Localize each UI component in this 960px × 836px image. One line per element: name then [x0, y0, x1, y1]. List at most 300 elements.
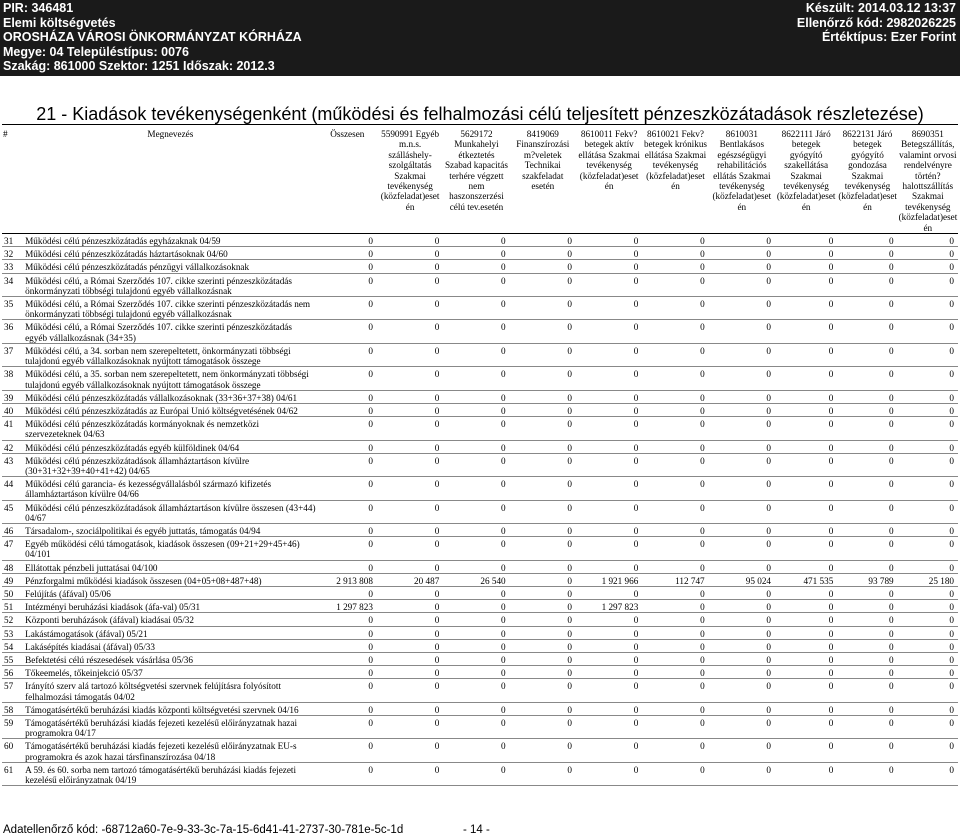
cell-value: 0 — [775, 586, 837, 599]
cell-value: 0 — [898, 523, 958, 536]
cell-value: 0 — [576, 639, 642, 652]
cell-value: 0 — [837, 417, 897, 440]
cell-value: 0 — [709, 537, 775, 560]
table-row — [2, 500, 958, 523]
cell-value: 0 — [642, 715, 708, 738]
row-number: 39 — [2, 390, 23, 403]
cell-value: 0 — [898, 417, 958, 440]
cell-value: 0 — [510, 320, 576, 343]
cell-value: 0 — [318, 666, 377, 679]
table-row — [2, 440, 958, 453]
header-left — [3, 1, 302, 74]
row-label: Lakásépítés kiadásai (áfával) 05/33 — [23, 639, 318, 652]
cell-value: 0 — [642, 417, 708, 440]
cell-value: 0 — [709, 234, 775, 247]
table-row — [2, 234, 958, 247]
row-number: 41 — [2, 417, 23, 440]
cell-value: 0 — [377, 273, 443, 296]
cell-value: 0 — [837, 702, 897, 715]
row-number: 58 — [2, 702, 23, 715]
cell-value: 0 — [377, 666, 443, 679]
cell-value: 0 — [709, 613, 775, 626]
col-header-activity: 8419069 Finanszírozási m?veletek Technikai szakfeladat esetén — [510, 126, 576, 234]
cell-value: 0 — [837, 500, 897, 523]
table-row — [2, 613, 958, 626]
cell-value: 0 — [318, 390, 377, 403]
cell-value: 0 — [377, 679, 443, 702]
col-header-activity: 8622111 Járó betegek gyógyító szakellátása Szakmai tevékenység (közfeladat)eset én — [775, 126, 837, 234]
cell-value: 0 — [709, 715, 775, 738]
cell-value: 0 — [898, 613, 958, 626]
cell-value: 0 — [642, 600, 708, 613]
cell-value: 0 — [898, 739, 958, 762]
cell-value: 0 — [642, 586, 708, 599]
cell-value: 0 — [642, 403, 708, 416]
cell-value: 0 — [898, 652, 958, 665]
cell-value: 0 — [576, 739, 642, 762]
row-number: 54 — [2, 639, 23, 652]
table-row — [2, 403, 958, 416]
cell-value: 0 — [377, 523, 443, 536]
table-row — [2, 273, 958, 296]
cell-value: 0 — [837, 679, 897, 702]
cell-value: 0 — [576, 560, 642, 573]
cell-value: 0 — [318, 762, 377, 785]
cell-value: 0 — [642, 500, 708, 523]
table-row — [2, 523, 958, 536]
table-row — [2, 453, 958, 476]
cell-value: 0 — [642, 477, 708, 500]
row-label: Működési célú pénzeszközátadás egyéb külföldinek 04/64 — [23, 440, 318, 453]
row-number: 33 — [2, 260, 23, 273]
col-header-activity: 8622131 Járó betegek gyógyító gondozása Szakmai tevékenység (közfeladat)eset én — [837, 126, 897, 234]
cell-value: 0 — [443, 613, 509, 626]
cell-value: 0 — [377, 320, 443, 343]
cell-value: 0 — [576, 702, 642, 715]
cell-value: 0 — [898, 297, 958, 320]
cell-value: 0 — [443, 702, 509, 715]
cell-value: 0 — [775, 453, 837, 476]
table-row — [2, 586, 958, 599]
row-number: 59 — [2, 715, 23, 738]
cell-value: 0 — [510, 626, 576, 639]
cell-value: 0 — [709, 739, 775, 762]
cell-value: 0 — [443, 390, 509, 403]
table-row — [2, 260, 958, 273]
table-row — [2, 715, 958, 738]
row-label: Működési célú, a Római Szerződés 107. cikke szerinti pénzeszközátadás egyéb vállalkozásnak (34+35) — [23, 320, 318, 343]
row-number: 37 — [2, 343, 23, 366]
cell-value: 0 — [709, 367, 775, 390]
cell-value: 0 — [898, 500, 958, 523]
cell-value: 0 — [837, 343, 897, 366]
cell-value: 0 — [443, 343, 509, 366]
table-row — [2, 247, 958, 260]
cell-value: 0 — [709, 666, 775, 679]
row-number: 45 — [2, 500, 23, 523]
col-header-activity: 8610031 Bentlakásos egészségügyi rehabilitációs ellátás Szakmai tevékenység (közfeladat)eset én — [709, 126, 775, 234]
cell-value: 0 — [837, 739, 897, 762]
cell-value: 0 — [318, 440, 377, 453]
cell-value: 0 — [642, 537, 708, 560]
cell-value: 0 — [318, 343, 377, 366]
cell-value: 0 — [510, 367, 576, 390]
row-label: Működési célú pénzeszközátadás pénzügyi vállalkozásoknak — [23, 260, 318, 273]
cell-value: 0 — [709, 586, 775, 599]
cell-value: 0 — [318, 560, 377, 573]
row-label: Központi beruházások (áfával) kiadásai 05/32 — [23, 613, 318, 626]
cell-value: 0 — [443, 715, 509, 738]
cell-value: 0 — [898, 679, 958, 702]
cell-value: 0 — [837, 390, 897, 403]
cell-value: 0 — [642, 297, 708, 320]
row-label: Ellátottak pénzbeli juttatásai 04/100 — [23, 560, 318, 573]
cell-value: 0 — [318, 652, 377, 665]
cell-value: 0 — [377, 417, 443, 440]
table-row — [2, 417, 958, 440]
cell-value: 0 — [898, 273, 958, 296]
cell-value: 0 — [898, 403, 958, 416]
row-number: 61 — [2, 762, 23, 785]
cell-value: 0 — [318, 639, 377, 652]
table-row — [2, 702, 958, 715]
cell-value: 0 — [709, 260, 775, 273]
cell-value: 0 — [775, 234, 837, 247]
cell-value: 0 — [443, 600, 509, 613]
cell-value: 0 — [510, 477, 576, 500]
row-label: Felújítás (áfával) 05/06 — [23, 586, 318, 599]
cell-value: 0 — [443, 652, 509, 665]
cell-value: 0 — [898, 560, 958, 573]
cell-value: 0 — [318, 523, 377, 536]
cell-value: 0 — [642, 679, 708, 702]
cell-value: 0 — [377, 537, 443, 560]
cell-value: 0 — [898, 626, 958, 639]
col-header-activity: Összesen — [318, 126, 377, 234]
cell-value: 0 — [837, 234, 897, 247]
cell-value: 0 — [837, 297, 897, 320]
cell-value: 0 — [318, 403, 377, 416]
cell-value: 0 — [837, 440, 897, 453]
col-header-activity: 5629172 Munkahelyi étkeztetés Szabad kapacitás terhére végzett nem haszonszerzési célú tev.esetén — [443, 126, 509, 234]
cell-value: 0 — [709, 639, 775, 652]
cell-value: 0 — [576, 715, 642, 738]
cell-value: 0 — [642, 273, 708, 296]
cell-value: 0 — [510, 613, 576, 626]
cell-value: 0 — [377, 453, 443, 476]
row-number: 51 — [2, 600, 23, 613]
cell-value: 0 — [318, 247, 377, 260]
cell-value: 0 — [642, 390, 708, 403]
header-sector: Szakág: 861000 Szektor: 1251 Időszak: 2012.3 — [3, 59, 275, 74]
cell-value: 0 — [642, 453, 708, 476]
cell-value: 0 — [576, 297, 642, 320]
row-number: 56 — [2, 666, 23, 679]
cell-value: 25 180 — [898, 573, 958, 586]
header-institution: OROSHÁZA VÁROSI ÖNKORMÁNYZAT KÓRHÁZA — [3, 30, 302, 45]
row-label: Működési célú pénzeszközátadás kormányoknak és nemzetközi szervezeteknek 04/63 — [23, 417, 318, 440]
cell-value: 0 — [642, 320, 708, 343]
page-number: - 14 - — [463, 824, 490, 836]
expenditure-table — [2, 126, 958, 786]
cell-value: 0 — [642, 247, 708, 260]
cell-value: 0 — [709, 762, 775, 785]
cell-value: 0 — [443, 537, 509, 560]
table-row — [2, 762, 958, 785]
cell-value: 0 — [837, 715, 897, 738]
row-label: Működési célú garancia- és kezességvállalásból származó kifizetés államháztartáson kívülre 04/66 — [23, 477, 318, 500]
cell-value: 0 — [642, 560, 708, 573]
cell-value: 0 — [709, 560, 775, 573]
cell-value: 0 — [775, 715, 837, 738]
row-label: A 59. és 60. sorba nem tartozó támogatásértékű beruházási kiadás fejezeti kezelésű előirányzatnak 04/19 — [23, 762, 318, 785]
cell-value: 0 — [576, 417, 642, 440]
cell-value: 0 — [898, 762, 958, 785]
row-label: Támogatásértékű beruházási kiadás központi költségvetési szervnek 04/16 — [23, 702, 318, 715]
cell-value: 0 — [377, 702, 443, 715]
row-label: Irányító szerv alá tartozó költségvetési szervnek felújításra folyósított felhalmozási támogatás 04/02 — [23, 679, 318, 702]
cell-value: 0 — [377, 586, 443, 599]
cell-value: 0 — [443, 453, 509, 476]
cell-value: 2 913 808 — [318, 573, 377, 586]
header-doc-type: Elemi költségvetés — [3, 15, 116, 30]
cell-value: 0 — [898, 702, 958, 715]
cell-value: 0 — [775, 626, 837, 639]
cell-value: 0 — [318, 537, 377, 560]
row-label: Tőkeemelés, tőkeinjekció 05/37 — [23, 666, 318, 679]
table-row — [2, 652, 958, 665]
cell-value: 0 — [898, 343, 958, 366]
cell-value: 0 — [318, 613, 377, 626]
cell-value: 0 — [318, 234, 377, 247]
cell-value: 0 — [709, 417, 775, 440]
cell-value: 0 — [775, 273, 837, 296]
table-row — [2, 343, 958, 366]
row-label: Működési célú pénzeszközátadás az Európai Unió költségvetésének 04/62 — [23, 403, 318, 416]
cell-value: 0 — [510, 234, 576, 247]
cell-value: 0 — [837, 453, 897, 476]
row-label: Működési célú, a Római Szerződés 107. cikke szerinti pénzeszközátadás önkormányzati többségi tulajdonú egyéb vállalkozásnak — [23, 273, 318, 296]
cell-value: 0 — [377, 739, 443, 762]
cell-value: 0 — [443, 440, 509, 453]
page-title: 21 - Kiadások tevékenységenként (működési és felhalmozási célú teljesített pénzeszközátadások részletezése) — [36, 104, 924, 124]
cell-value: 0 — [576, 260, 642, 273]
cell-value: 471 535 — [775, 573, 837, 586]
row-label: Intézményi beruházási kiadások (áfa-val) 05/31 — [23, 600, 318, 613]
cell-value: 0 — [510, 762, 576, 785]
cell-value: 0 — [576, 652, 642, 665]
row-label: Működési célú, a 34. sorban nem szerepeltetett, önkormányzati többségi tulajdonú egyéb vállalkozásoknak nyújtott támogatások összege — [23, 343, 318, 366]
cell-value: 0 — [837, 586, 897, 599]
cell-value: 0 — [709, 679, 775, 702]
cell-value: 0 — [576, 247, 642, 260]
cell-value: 0 — [510, 453, 576, 476]
cell-value: 0 — [443, 273, 509, 296]
cell-value: 0 — [576, 537, 642, 560]
cell-value: 0 — [709, 500, 775, 523]
table-row — [2, 679, 958, 702]
cell-value: 0 — [642, 234, 708, 247]
cell-value: 0 — [775, 739, 837, 762]
page-footer — [3, 824, 490, 836]
cell-value: 0 — [898, 586, 958, 599]
row-number: 52 — [2, 613, 23, 626]
cell-value: 0 — [318, 739, 377, 762]
row-label: Támogatásértékű beruházási kiadás fejezeti kezelésű előirányzatnak hazai programokra 04/17 — [23, 715, 318, 738]
row-number: 36 — [2, 320, 23, 343]
cell-value: 0 — [443, 403, 509, 416]
cell-value: 0 — [837, 523, 897, 536]
cell-value: 0 — [642, 639, 708, 652]
col-header-activity: 5590991 Egyéb m.n.s. szálláshely-szolgáltatás Szakmai tevékenység (közfeladat)eset én — [377, 126, 443, 234]
cell-value: 0 — [576, 320, 642, 343]
cell-value: 0 — [443, 762, 509, 785]
col-header-activity: 8610021 Fekv?betegek krónikus ellátása Szakmai tevékenység (közfeladat)eset én — [642, 126, 708, 234]
col-header-number: # — [2, 126, 23, 234]
cell-value: 0 — [775, 260, 837, 273]
cell-value: 0 — [576, 367, 642, 390]
cell-value: 0 — [377, 260, 443, 273]
row-label: Társadalom-, szociálpolitikai és egyéb juttatás, támogatás 04/94 — [23, 523, 318, 536]
row-label: Lakástámogatások (áfával) 05/21 — [23, 626, 318, 639]
cell-value: 95 024 — [709, 573, 775, 586]
cell-value: 0 — [837, 320, 897, 343]
cell-value: 0 — [443, 626, 509, 639]
cell-value: 0 — [775, 639, 837, 652]
cell-value: 0 — [775, 523, 837, 536]
cell-value: 0 — [510, 739, 576, 762]
row-number: 32 — [2, 247, 23, 260]
header-check-code: Ellenőrző kód: 2982026225 — [796, 15, 956, 30]
cell-value: 0 — [576, 523, 642, 536]
cell-value: 0 — [377, 500, 443, 523]
cell-value: 0 — [898, 639, 958, 652]
cell-value: 0 — [837, 477, 897, 500]
cell-value: 0 — [837, 367, 897, 390]
cell-value: 0 — [510, 417, 576, 440]
cell-value: 0 — [642, 652, 708, 665]
cell-value: 0 — [709, 626, 775, 639]
cell-value: 0 — [510, 537, 576, 560]
cell-value: 20 487 — [377, 573, 443, 586]
cell-value: 1 921 966 — [576, 573, 642, 586]
table-row — [2, 537, 958, 560]
cell-value: 0 — [642, 343, 708, 366]
cell-value: 0 — [837, 247, 897, 260]
table-header-row — [2, 126, 958, 234]
cell-value: 0 — [377, 297, 443, 320]
cell-value: 0 — [642, 762, 708, 785]
table-row — [2, 573, 958, 586]
cell-value: 0 — [510, 586, 576, 599]
cell-value: 0 — [377, 403, 443, 416]
row-number: 44 — [2, 477, 23, 500]
table-row — [2, 390, 958, 403]
cell-value: 0 — [443, 320, 509, 343]
footer-check-code: Adatellenőrző kód: -68712a60-7e-9-33-3c-7a-15-6d41-41-2737-30-781e-5c-1d — [3, 824, 404, 836]
cell-value: 0 — [510, 600, 576, 613]
cell-value: 26 540 — [443, 573, 509, 586]
table-row — [2, 600, 958, 613]
cell-value: 0 — [318, 297, 377, 320]
cell-value: 0 — [775, 403, 837, 416]
cell-value: 0 — [642, 523, 708, 536]
cell-value: 0 — [318, 320, 377, 343]
cell-value: 0 — [318, 500, 377, 523]
cell-value: 0 — [709, 320, 775, 343]
cell-value: 0 — [775, 247, 837, 260]
cell-value: 0 — [898, 320, 958, 343]
row-number: 55 — [2, 652, 23, 665]
cell-value: 0 — [318, 260, 377, 273]
row-number: 40 — [2, 403, 23, 416]
cell-value: 0 — [775, 613, 837, 626]
cell-value: 0 — [709, 440, 775, 453]
cell-value: 0 — [377, 613, 443, 626]
row-label: Támogatásértékű beruházási kiadás fejezeti kezelésű előirányzatnak EU-s programokra és azok hazai társfinanszírozása 04/18 — [23, 739, 318, 762]
cell-value: 0 — [837, 666, 897, 679]
cell-value: 0 — [775, 537, 837, 560]
cell-value: 0 — [642, 367, 708, 390]
cell-value: 0 — [837, 560, 897, 573]
cell-value: 0 — [775, 320, 837, 343]
table-row — [2, 297, 958, 320]
cell-value: 0 — [576, 343, 642, 366]
cell-value: 0 — [709, 477, 775, 500]
cell-value: 0 — [709, 297, 775, 320]
cell-value: 0 — [576, 586, 642, 599]
cell-value: 0 — [709, 247, 775, 260]
cell-value: 0 — [510, 403, 576, 416]
header-value-type: Értéktípus: Ezer Forint — [821, 30, 956, 45]
cell-value: 0 — [709, 403, 775, 416]
cell-value: 0 — [443, 523, 509, 536]
cell-value: 0 — [510, 560, 576, 573]
cell-value: 0 — [576, 234, 642, 247]
cell-value: 0 — [318, 715, 377, 738]
cell-value: 0 — [837, 260, 897, 273]
header-pir: PIR: 346481 — [3, 1, 74, 15]
cell-value: 0 — [709, 273, 775, 296]
cell-value: 0 — [377, 626, 443, 639]
cell-value: 0 — [898, 666, 958, 679]
cell-value: 0 — [576, 453, 642, 476]
cell-value: 0 — [898, 453, 958, 476]
cell-value: 0 — [510, 523, 576, 536]
cell-value: 0 — [576, 440, 642, 453]
report-header — [0, 0, 960, 76]
cell-value: 0 — [837, 613, 897, 626]
row-label: Egyéb működési célú támogatások, kiadások összesen (09+21+29+45+46) 04/101 — [23, 537, 318, 560]
row-label: Működési célú pénzeszközátadások államháztartáson kívülre összesen (43+44) 04/67 — [23, 500, 318, 523]
cell-value: 0 — [443, 500, 509, 523]
cell-value: 0 — [510, 573, 576, 586]
row-label: Működési célú, a 35. sorban nem szerepeltetett, nem önkormányzati többségi tulajdonú egyéb vállalkozásoknak nyújtott támogatások összege — [23, 367, 318, 390]
header-right — [797, 1, 956, 45]
cell-value: 0 — [318, 417, 377, 440]
row-number: 49 — [2, 573, 23, 586]
cell-value: 0 — [775, 560, 837, 573]
cell-value: 0 — [898, 234, 958, 247]
cell-value: 0 — [377, 234, 443, 247]
cell-value: 0 — [576, 500, 642, 523]
cell-value: 0 — [837, 600, 897, 613]
cell-value: 0 — [318, 702, 377, 715]
cell-value: 0 — [377, 477, 443, 500]
table-row — [2, 639, 958, 652]
cell-value: 0 — [642, 626, 708, 639]
cell-value: 0 — [709, 343, 775, 366]
